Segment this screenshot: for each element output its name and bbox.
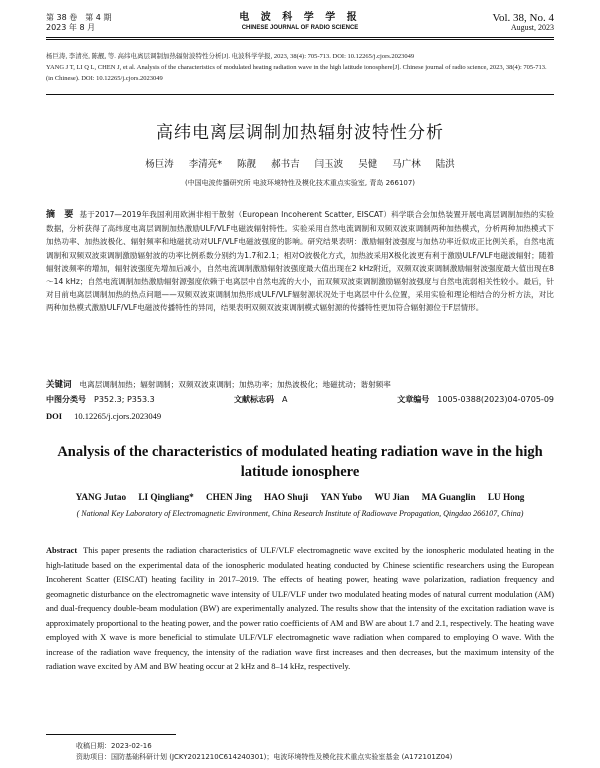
- abstract-cn-text: 基于2017—2019年我国利用欧洲非相干散射（European Incoherent Scatter, EISCAT）科学联合会加热装置开展电离层调制加热的实验数据，分析获得了高纬度电离层调制加热激励ULF/VLF电磁波辐射特性。实验采用自然电流调制和双频双波束调制两种加热模式，分析两种加热模式下加热功率、加热波极化、辐射频率和地磁扰动对ULF/VLF电磁波强度的影响。研究结果表明：激励辐射波强度与加热功率近似成正比例关系，自然电流调制和双频双波束调制激励辐射波的功率比例系数分别约为1.7和2.1；相对O波极化方式，加热波采用X极化波更有利于激励ULF/VLF电磁波辐射；随着辐射波频率的增加，辐射波强度先增加后减小，自然电流调制激励辐射波强度最大值出现在2 kHz附近，双频双波束调制激励辐射波强度最大值出现在8～14 kHz；自然电流调制加热激励辐射源强度依赖于电离层中自然电流的大小，而双频双波束调制激励辐射波强度与自然电流弱相关性较小。最后，针对目前电离层调制加热的热点问题——双频双波束调制加热形成ULF/VLF辐射源状况处于电离层中什么位置，采用实验和理论相结合的分析方法，对比两种加热模式激励ULF/VLF电磁波传播特性的异同，结果表明双频双波束调制模式辐射源的传播特性更加符合辐射源位于F层情形。: [46, 210, 554, 313]
- article-number: [397, 394, 554, 405]
- author-en: LI Qingliang*: [138, 492, 194, 502]
- affiliation-en: ( National Key Laboratory of Electromagnetic Environment, China Research Institute of Radiowave Propagation, Qingdao 266107, China): [76, 509, 524, 518]
- author-cn: 马广林: [392, 159, 421, 170]
- authors-en: [46, 492, 554, 502]
- author-en: YANG Jutao: [75, 492, 127, 502]
- author-en: MA Guanglin: [421, 492, 476, 502]
- citation-cn: 杨巨涛, 李清亮, 陈靓, 等. 高纬电离层调制加热辐射波特性分析[J]. 电波科学学报, 2023, 38(4): 705-713. DOI: 10.12265/j.cjors.2023049: [46, 53, 415, 60]
- abstract-cn: [46, 208, 554, 315]
- author-cn: 闫玉波: [314, 159, 344, 170]
- footnote-rule: [46, 734, 176, 735]
- author-cn: 吴健: [358, 159, 378, 170]
- authors-cn: [46, 156, 554, 170]
- doc-value: A: [282, 395, 288, 404]
- clc-label: 中图分类号: [46, 395, 86, 404]
- citation-rule: [46, 94, 554, 95]
- keywords-text: 电离层调制加热；辐射调制；双频双波束调制；加热功率；加热波极化；地磁扰动；谐射频率: [79, 380, 391, 389]
- volume-cn: 第 38 卷 第 4 期: [46, 13, 112, 22]
- abstract-cn-label: 摘 要: [46, 210, 74, 220]
- title-en: Analysis of the characteristics of modulated heating radiation wave in the high latitude ionosphere: [57, 444, 543, 480]
- author-cn: 郝书吉: [271, 159, 300, 170]
- affiliation-cn: (中国电波传播研究所 电波环境特性及模化技术重点实验室, 青岛 266107): [184, 179, 416, 187]
- clc-number: [46, 394, 155, 405]
- document-code: [234, 394, 287, 405]
- doi-label: DOI: [46, 411, 63, 421]
- citation-en: YANG J T, LI Q L, CHEN J, et al. Analysis of the characteristics of modulated heating radiation wave in the high latitude ionosphere[J]. Chinese journal of radio science, 2023, 38(4): 705-713. (in Chinese). DOI: 10.12265/j.cjors.2023049: [46, 64, 547, 82]
- doc-label: 文献标志码: [234, 395, 274, 404]
- author-en: HAO Shuji: [264, 492, 309, 502]
- title-cn: 高纬电离层调制加热辐射波特性分析: [156, 123, 444, 143]
- volume-en: Vol. 38, No. 4: [492, 12, 554, 24]
- doi-value: 10.12265/j.cjors.2023049: [74, 411, 162, 421]
- keywords-cn: [46, 378, 554, 390]
- journal-name-cn: 电 波 科 学 学 报: [239, 12, 361, 23]
- doi-line: [46, 411, 554, 421]
- author-cn: 李清亮*: [188, 159, 223, 170]
- author-cn: 杨巨涛: [145, 159, 174, 170]
- abstract-en: [46, 544, 554, 675]
- author-en: CHEN Jing: [206, 492, 252, 502]
- header-rule-bottom: [46, 39, 554, 40]
- header-center: [46, 13, 554, 33]
- clc-value: P352.3; P353.3: [94, 395, 155, 404]
- journal-name-en: CHINESE JOURNAL OF RADIO SCIENCE: [241, 25, 359, 31]
- abstract-en-label: Abstract: [46, 546, 78, 555]
- classification-row: [46, 394, 554, 408]
- author-en: WU Jian: [374, 492, 410, 502]
- keywords-label: 关键词: [46, 380, 72, 390]
- date-en: August, 2023: [510, 23, 554, 32]
- citation-block: [46, 51, 554, 84]
- abstract-en-text: This paper presents the radiation characteristics of ULF/VLF electromagnetic wave excited by the ionospheric modulated heating in the high-latitude based on the experimental data of the ionospheric modulated heating conducted by Chinese scientific researchers using the European Incoherent Scatter (EISCAT) heating facility in 2017–2019. The effects of heating power, heating wave polarization, radiation frequency and geomagnetic disturbance on the electromagnetic wave intensity of ULF/VLF under two modulated heating modes of natural current modulation (AM) and dual-frequency double-beam modulation (BW) are experimentally analyzed. The results show that the intensity of the excitation radiation wave is approximately proportional to the heating power, and the power ratio coefficients of AM and BW are about 1.7 and 2.1, respectively. The heating wave employed with X wave is more beneficial to stimulate ULF/VLF electromagnetic wave radiation when compared to employing O wave. With the increase of the radiation wave frequency, the intensity of the radiation wave first increases and then decreases, but the maximum intensity of the radiation wave excited by AM and BW heating occur at 2 kHz and 8–14 kHz, respectively.: [46, 546, 554, 671]
- running-header: [46, 13, 554, 35]
- author-cn: 陆洪: [435, 159, 455, 170]
- date-cn: 2023 年 8 月: [46, 23, 96, 32]
- author-cn: 陈靓: [237, 159, 257, 170]
- author-en: YAN Yubo: [320, 492, 363, 502]
- received-date: 收稿日期：2023-02-16: [76, 742, 152, 750]
- funding-note: 资助项目：国防基础科研计划 (JCKY2021210C614240301)；电波环境特性及模化技术重点实验室基金 (A172101Z04): [76, 753, 453, 761]
- article-value: 1005-0388(2023)04-0705-09: [437, 395, 554, 404]
- header-right: [492, 13, 554, 33]
- author-en: LU Hong: [487, 492, 525, 502]
- article-label: 文章编号: [397, 395, 430, 404]
- header-rule-top: [46, 37, 554, 38]
